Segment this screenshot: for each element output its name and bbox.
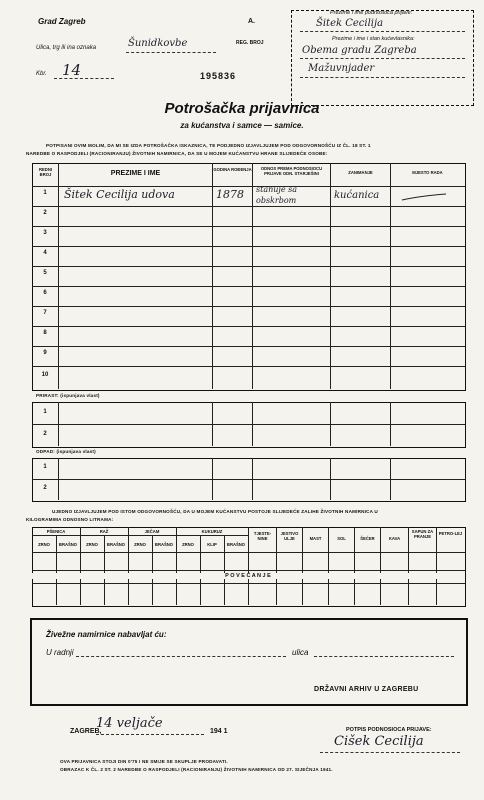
stock-sub: ZRNO [134, 542, 146, 547]
workplace-dash-mark [400, 192, 450, 204]
prirast-row-number: 2 [43, 431, 47, 437]
col-header-workplace: MJESTO RADA [412, 170, 443, 175]
stock-intro-line1: UJEDNO IZJAVLJUJEM POD ISTOM ODGOVORNOŠĆU, DA U MOJEM KUĆANSTVU POSTOJE SLIJEDEĆE ZALIHE ŽIVOTNIH NAMIRNICA U [52, 509, 378, 514]
stock-sub: KLIP [207, 542, 217, 547]
member-occupation: kućanica [334, 190, 380, 201]
reg-number-label: REG. BROJ [236, 40, 264, 46]
applicant-name-value: Šitek Cecilija [316, 18, 384, 29]
prirast-row-number: 1 [43, 409, 47, 415]
stock-group-rye: RAŽ [99, 529, 109, 534]
row-number: 8 [43, 330, 47, 336]
applicant-name-label: Prezime i ime podnosioca prijave: [330, 10, 413, 16]
col-header-number: REDNI BROJ [38, 167, 53, 177]
stock-other: JESTIVO ULJE [280, 531, 299, 541]
serial-number: 195836 [200, 71, 237, 81]
city-label: Grad Zagreb [38, 17, 86, 26]
owner-label: Prezime i ime i stan kućevlasnika: [332, 36, 415, 42]
owner-line2 [300, 77, 465, 78]
signature-label: POTPIS PODNOSIOCA PRIJAVE: [346, 727, 432, 733]
member-birth-year: 1878 [216, 188, 244, 201]
prirast-table [32, 402, 466, 448]
stock-other: MAST [309, 536, 322, 541]
form-letter: A. [248, 18, 255, 25]
stock-other: ŠEĆER [360, 536, 375, 541]
row-number: 6 [43, 290, 47, 296]
store-label: U radnji [46, 648, 74, 657]
member-relation: stanuje sa obskrbom [256, 185, 298, 205]
store-street-label: ulica [292, 648, 309, 657]
stock-group-wheat: PŠENICA [46, 529, 66, 534]
stock-other: KAVA [388, 536, 401, 541]
row-number: 5 [43, 270, 47, 276]
store-line [76, 656, 286, 657]
owner-value-line1: Obema gradu Zagreba [302, 45, 417, 56]
odpad-row-number: 2 [43, 485, 47, 491]
stock-group-barley: JEČAM [144, 529, 160, 534]
odpad-table [32, 458, 466, 502]
col-header-occupation: ZANIMANJE [348, 170, 373, 175]
date-line [96, 734, 204, 735]
purchase-title: Živežne namirnice nabavljat ću: [46, 630, 167, 639]
prirast-label: PRIRAST: (ispunjava vlast) [36, 393, 100, 398]
legal-note: OBRAZAC K ČL. 2 ST. 2 NAREDBE O RASPODJELI (RACIONIRANJU) ŽIVOTNIH NAMIRNICA OD 27. SIJEČNJA 1941. [60, 767, 333, 772]
row-number: 1 [43, 190, 47, 196]
odpad-row-number: 1 [43, 464, 47, 470]
street-label: Ulica, trg ili ina oznaka [36, 45, 97, 51]
stock-sub: ZRNO [182, 542, 194, 547]
price-note: OVA PRIJAVNICA STOJI DIN 0'75 I NE SMIJE SE SKUPLJE PRODAVATI. [60, 759, 228, 764]
applicant-name-line [300, 31, 465, 32]
col-header-name: PREZIME I IME [110, 170, 161, 177]
owner-value-line2: Mažuvnjader [308, 63, 375, 74]
odpad-label: ODPAD: (ispunjava vlast) [36, 449, 96, 454]
intro-line1: POTPISANI OVIM MOLIM, DA MI SE IZDA POTROŠAČKA ISKAZNICA, TE PODJEDNO IZJAVLJUJEM POD ODGOVORNOŠĆU IZ ČL. 18 ST. 1 [46, 143, 371, 148]
col-header-birth-year: GODINA ROĐENJA [213, 167, 252, 172]
stock-other: SAPUN ZA PRANJE [411, 529, 434, 539]
member-name: Šitek Cecilija udova [64, 188, 175, 201]
archive-stamp: DRŽAVNI ARHIV U ZAGREBU [314, 686, 419, 693]
row-number: 10 [41, 372, 49, 378]
increase-label: P O V E Ć A N J E [32, 573, 464, 579]
row-number: 7 [43, 310, 47, 316]
stock-sub: ZRNO [86, 542, 98, 547]
stock-intro-line2: KILOGRAMIMA ODNOSNO LITRAMA: [26, 517, 114, 522]
place-label: ZAGREB, [70, 728, 102, 735]
stock-group-corn: KUKURUZ [201, 529, 223, 534]
street-value: Šunidkovbe [128, 38, 188, 49]
year-value: 194 1 [210, 728, 228, 735]
intro-line2: NAREDBE O RASPODJELI (RACIONIRANJU) ŽIVOTNIH NAMIRNICA, DA SE U MOJEM KUĆANSTVU HRANE SLIJEDEĆE OSOBE: [26, 151, 328, 156]
store-street-line [314, 656, 454, 657]
street-underline [126, 52, 216, 53]
house-number-value: 14 [62, 61, 82, 79]
stock-other: PETRO-LEJ [438, 531, 463, 536]
stock-sub: BRAŠNO [226, 542, 246, 547]
stock-sub: ZRNO [38, 542, 50, 547]
row-number: 3 [43, 230, 47, 236]
date-value: 14 veljače [96, 716, 163, 731]
stock-other: SOL [337, 536, 346, 541]
house-number-label: Kbr. [36, 71, 47, 77]
owner-line1 [300, 58, 465, 59]
stock-sub: BRAŠNO [106, 542, 126, 547]
row-number: 2 [43, 210, 47, 216]
row-number: 4 [43, 250, 47, 256]
stock-other: TJESTE-NINE [253, 531, 272, 541]
stock-sub: BRAŠNO [154, 542, 174, 547]
house-underline [54, 78, 114, 79]
signature-value: Cišek Cecilija [334, 734, 424, 749]
col-header-relation: ODNOS PREMA PODNOSIOCU PRIJAVE ODN. STARJEŠINI [260, 166, 323, 176]
row-number: 9 [43, 350, 47, 356]
stock-sub: BRAŠNO [58, 542, 78, 547]
form-title: Potrošačka prijavnica [164, 100, 320, 117]
signature-line [320, 752, 460, 753]
form-subtitle: za kućanstva i samce — samice. [180, 121, 304, 130]
